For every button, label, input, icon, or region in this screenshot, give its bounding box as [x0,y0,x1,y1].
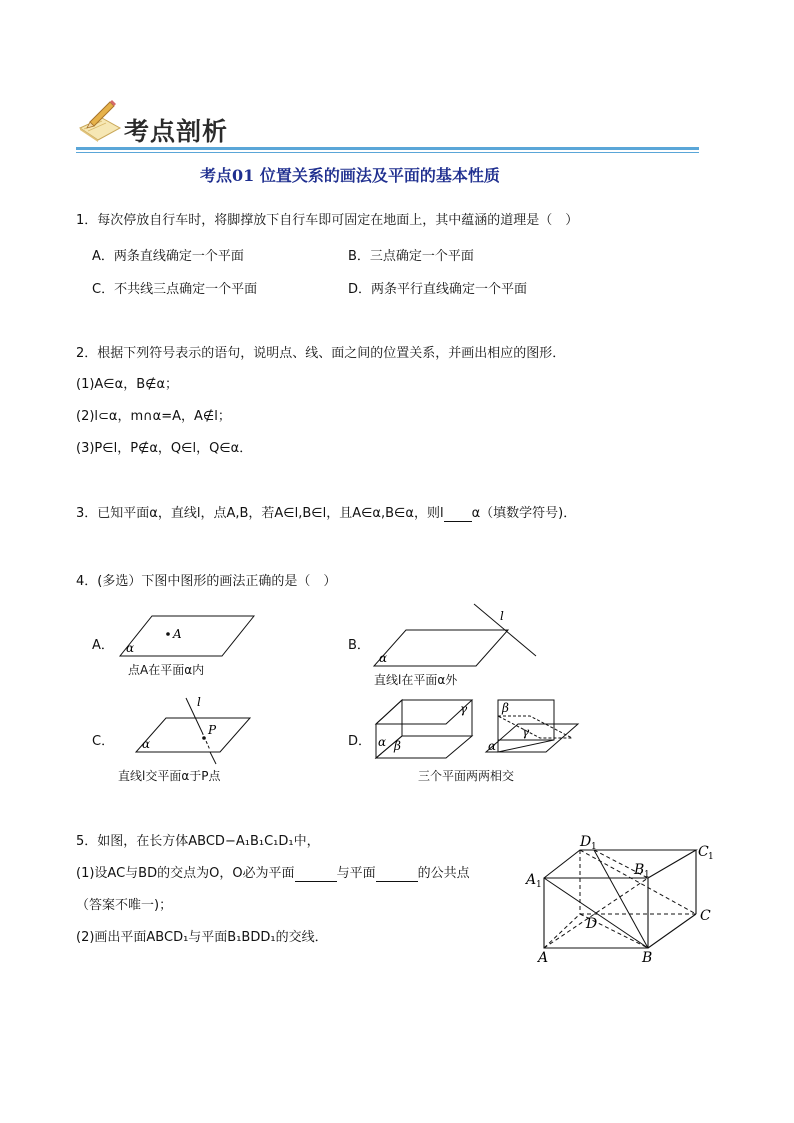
pencil-notebook-icon [76,98,124,142]
fig-d2-beta-label: β [502,701,509,715]
fig-c-alpha-label: α [142,737,151,751]
q4-option-a: A． [92,638,114,653]
q1-option-a: A．两条直线确定一个平面 [92,249,244,264]
q5-line-1-a: (1)设AC与BD的交点为O，O必为平面 [76,866,295,881]
q4-figure-b [370,600,540,668]
page-title: 考点01 位置关系的画法及平面的基本性质 [200,166,500,185]
q3-text-b: α（填数学符号)． [471,506,577,521]
label-C1-sub: 1 [708,852,714,862]
label-C1: C [698,844,709,860]
q5-line-3: (2)画出平面ABCD₁与平面B₁BDD₁的交线． [76,930,328,945]
q1-option-d: D．两条平行直线确定一个平面 [348,282,528,297]
question-2-stem: 2．根据下列符号表示的语句，说明点、线、面之间的位置关系，并画出相应的图形． [76,346,566,361]
q4-caption-b: 直线l在平面α外 [374,673,458,687]
q5-cuboid-figure [524,828,724,968]
fig-b-alpha-label: α [379,651,388,665]
q5-line-1-b: 与平面 [336,866,376,881]
label-A: A [538,950,549,966]
header-rule-thin [76,152,699,153]
question-5-stem: 5．如图，在长方体ABCD−A₁B₁C₁D₁中， [76,834,320,849]
section-label: 考点剖析 [124,117,229,146]
label-B1-sub: 1 [644,870,650,880]
q4-caption-c: 直线l交平面α于P点 [118,769,221,783]
fig-c-point-label: P [208,723,217,737]
label-D1-sub: 1 [591,842,597,852]
q5-blank-1[interactable] [295,867,337,882]
q5-line-2: （答案不唯一)； [76,898,173,913]
label-C: C [700,908,711,924]
fig-d-alpha-label: α [378,735,387,749]
q4-figure-a [118,610,258,662]
q4-option-b: B． [348,638,370,653]
fig-c-line-label: l [197,695,201,709]
fig-d-gamma-label: γ [460,702,468,716]
fig-d2-alpha-label: α [488,739,497,753]
q5-line-1 [76,866,470,882]
q3-text-a: 3．已知平面α，直线l，点A,B，若A∈l,B∈l，且A∈α,B∈α，则l [76,506,444,521]
q4-figure-d-left [372,696,477,760]
label-D1: D [580,834,592,850]
q4-option-d: D． [348,734,372,749]
label-A1: A [526,872,537,888]
label-A1-sub: 1 [536,880,542,890]
q5-blank-2[interactable] [376,867,418,882]
q2-line-1: (1)A∈α，B∉α； [76,377,179,392]
question-3 [76,506,576,522]
q1-option-b: B．三点确定一个平面 [348,249,474,264]
label-D: D [586,916,598,932]
q4-option-c: C． [92,734,115,749]
q2-line-2: (2)l⊂α，m∩α=A，A∉l； [76,409,231,424]
question-4-stem: 4．(多选）下图中图形的画法正确的是（ ） [76,574,337,589]
fig-d2-gamma-label: γ [522,725,530,739]
header-rule [76,147,699,150]
label-B1: B [634,862,645,878]
label-B: B [642,950,653,966]
q1-option-c: C．不共线三点确定一个平面 [92,282,258,297]
q3-answer-blank[interactable] [444,507,472,522]
q4-figure-d-right [482,696,582,760]
q4-figure-c [118,694,258,766]
fig-d-beta-label: β [394,739,401,753]
q2-line-3: (3)P∈l，P∉α，Q∈l，Q∈α． [76,441,253,456]
fig-b-line-label: l [500,609,504,623]
q4-caption-a: 点A在平面α内 [128,663,205,677]
question-1-stem: 1．每次停放自行车时，将脚撑放下自行车即可固定在地面上，其中蕴涵的道理是（ ） [76,213,579,228]
fig-a-alpha-label: α [126,641,135,655]
fig-a-point-label: A [173,627,182,641]
q4-caption-d: 三个平面两两相交 [418,769,515,783]
q5-line-1-c: 的公共点 [417,866,470,881]
